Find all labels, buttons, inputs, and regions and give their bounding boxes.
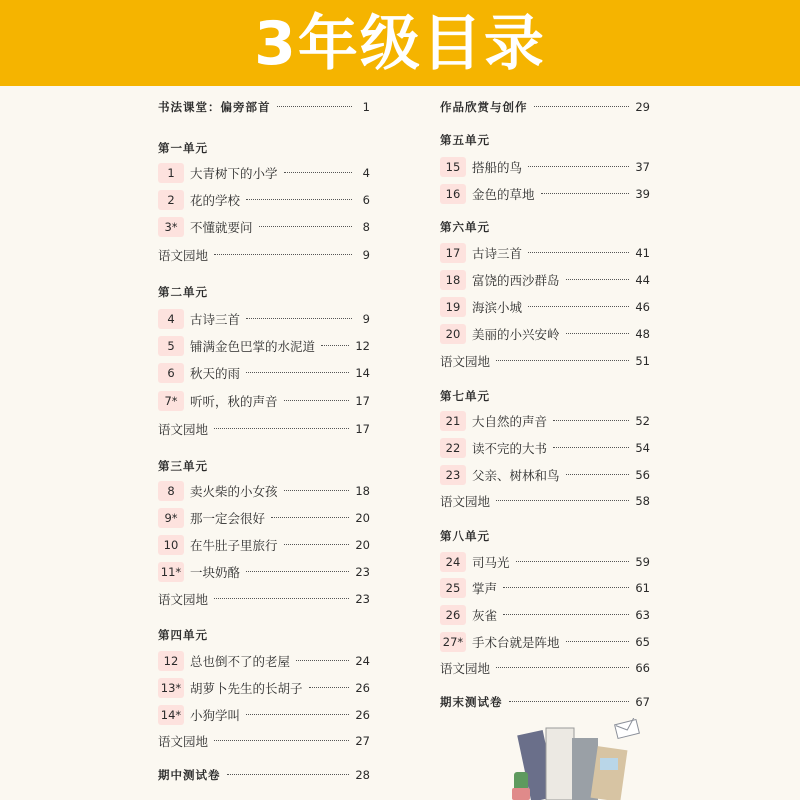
dot-leader (246, 318, 352, 319)
entry-page: 26 (355, 681, 370, 695)
toc-entry[interactable] (158, 390, 370, 412)
entry-page: 1 (362, 100, 370, 114)
entry-page: 9 (362, 248, 370, 262)
entry-page: 26 (355, 708, 370, 722)
entry-title: 语文园地 (158, 734, 209, 749)
entry-title: 富饶的西沙群岛 (472, 273, 560, 288)
entry-title: 美丽的小兴安岭 (472, 327, 560, 342)
entry-page: 23 (355, 565, 370, 579)
toc-entry-review[interactable] (440, 490, 650, 512)
entry-title: 大青树下的小学 (190, 166, 278, 181)
entry-title: 灰雀 (472, 608, 498, 623)
entry-title: 在牛肚子里旅行 (190, 538, 278, 553)
unit-heading: 第五单元 (440, 133, 490, 147)
dot-leader (296, 660, 349, 661)
entry-title: 大自然的声音 (472, 414, 548, 429)
toc-entry[interactable] (440, 323, 650, 345)
books-icon (510, 718, 660, 800)
lesson-number: 17 (440, 243, 466, 263)
lesson-number: 1 (158, 163, 184, 183)
entry-title: 期末测试卷 (440, 695, 503, 709)
unit-heading: 第三单元 (158, 459, 208, 473)
dot-leader (214, 428, 349, 429)
entry-page: 6 (362, 193, 370, 207)
dot-leader (534, 106, 630, 107)
toc-entry[interactable] (440, 631, 650, 653)
lesson-number: 7* (158, 391, 184, 411)
toc-entry-review[interactable] (158, 588, 370, 610)
toc-entry[interactable] (440, 437, 650, 459)
entry-page: 23 (355, 592, 370, 606)
lesson-number: 27* (440, 632, 466, 652)
toc-entry[interactable] (158, 162, 370, 184)
toc-entry[interactable] (440, 242, 650, 264)
entry-page: 37 (635, 160, 650, 174)
toc-entry[interactable] (440, 464, 650, 486)
toc-entry-review[interactable] (158, 418, 370, 440)
toc-entry[interactable] (440, 604, 650, 626)
dot-leader (284, 544, 350, 545)
lesson-number: 4 (158, 309, 184, 329)
entry-title: 语文园地 (158, 592, 209, 607)
toc-entry[interactable] (158, 189, 370, 211)
unit-heading: 第七单元 (440, 389, 490, 403)
entry-title: 父亲、树林和鸟 (472, 468, 560, 483)
lesson-number: 20 (440, 324, 466, 344)
entry-page: 12 (355, 339, 370, 353)
dot-leader (284, 400, 350, 401)
dot-leader (503, 614, 629, 615)
entry-title: 古诗三首 (472, 246, 523, 261)
lesson-number: 11* (158, 562, 184, 582)
lesson-number: 22 (440, 438, 466, 458)
entry-page: 66 (635, 661, 650, 675)
toc-entry[interactable] (158, 704, 370, 726)
dot-leader (214, 740, 349, 741)
toc-entry[interactable] (440, 156, 650, 178)
lesson-number: 21 (440, 411, 466, 431)
toc-entry-review[interactable] (158, 244, 370, 266)
entry-title: 期中测试卷 (158, 768, 221, 782)
toc-entry[interactable] (158, 677, 370, 699)
entry-page: 8 (362, 220, 370, 234)
entry-title: 那一定会很好 (190, 511, 266, 526)
entry-title: 读不完的大书 (472, 441, 548, 456)
toc-entry-midterm[interactable] (158, 764, 370, 786)
entry-page: 48 (635, 327, 650, 341)
unit-heading: 第六单元 (440, 220, 490, 234)
dot-leader (566, 333, 630, 334)
entry-page: 17 (355, 422, 370, 436)
toc-entry[interactable] (440, 183, 650, 205)
dot-leader (227, 774, 350, 775)
entry-title: 卖火柴的小女孩 (190, 484, 278, 499)
entry-page: 20 (355, 511, 370, 525)
entry-page: 41 (635, 246, 650, 260)
dot-leader (509, 701, 630, 702)
entry-title: 胡萝卜先生的长胡子 (190, 681, 303, 696)
entry-title: 作品欣赏与创作 (440, 100, 528, 114)
entry-page: 59 (635, 555, 650, 569)
dot-leader (496, 667, 629, 668)
entry-title: 一块奶酪 (190, 565, 241, 580)
toc-entry[interactable] (158, 362, 370, 384)
entry-title: 海滨小城 (472, 300, 523, 315)
page-title: 3年级目录 (254, 9, 546, 79)
entry-title: 秋天的雨 (190, 366, 241, 381)
dot-leader (271, 517, 349, 518)
lesson-number: 3* (158, 217, 184, 237)
dot-leader (553, 420, 629, 421)
entry-page: 58 (635, 494, 650, 508)
header-banner (0, 0, 800, 86)
dot-leader (246, 714, 349, 715)
entry-title: 语文园地 (440, 661, 491, 676)
lesson-number: 16 (440, 184, 466, 204)
entry-page: 56 (635, 468, 650, 482)
dot-leader (284, 490, 350, 491)
lesson-number: 14* (158, 705, 184, 725)
dot-leader (516, 561, 630, 562)
entry-page: 28 (355, 768, 370, 782)
lesson-number: 13* (158, 678, 184, 698)
toc-entry-review[interactable] (158, 730, 370, 752)
entry-page: 67 (635, 695, 650, 709)
dot-leader (246, 571, 349, 572)
dot-leader (259, 226, 352, 227)
toc-entry-final[interactable] (440, 691, 650, 713)
entry-title: 不懂就要问 (190, 220, 253, 235)
dot-leader (566, 474, 630, 475)
lesson-number: 10 (158, 535, 184, 555)
unit-heading: 第一单元 (158, 141, 208, 155)
toc-entry[interactable] (158, 561, 370, 583)
unit-heading: 第八单元 (440, 529, 490, 543)
toc-entry-artwork[interactable] (440, 96, 650, 118)
dot-leader (496, 500, 629, 501)
toc-entry[interactable] (158, 216, 370, 238)
entry-page: 20 (355, 538, 370, 552)
toc-entry-review[interactable] (440, 350, 650, 372)
toc-entry-calligraphy[interactable] (158, 96, 370, 118)
dot-leader (503, 587, 629, 588)
entry-page: 9 (362, 312, 370, 326)
entry-page: 46 (635, 300, 650, 314)
dot-leader (553, 447, 629, 448)
entry-page: 52 (635, 414, 650, 428)
lesson-number: 23 (440, 465, 466, 485)
dot-leader (528, 306, 629, 307)
entry-title: 花的学校 (190, 193, 241, 208)
dot-leader (528, 166, 629, 167)
dot-leader (496, 360, 629, 361)
entry-title: 听听，秋的声音 (190, 394, 278, 409)
entry-title: 司马光 (472, 555, 510, 570)
toc-entry[interactable] (158, 507, 370, 529)
entry-page: 63 (635, 608, 650, 622)
entry-page: 24 (355, 654, 370, 668)
entry-title: 语文园地 (440, 354, 491, 369)
entry-title: 书法课堂：偏旁部首 (158, 100, 271, 114)
lesson-number: 26 (440, 605, 466, 625)
dot-leader (566, 641, 630, 642)
dot-leader (214, 254, 352, 255)
dot-leader (277, 106, 353, 107)
lesson-number: 12 (158, 651, 184, 671)
dot-leader (541, 193, 630, 194)
entry-title: 搭船的鸟 (472, 160, 523, 175)
dot-leader (309, 687, 350, 688)
dot-leader (246, 199, 352, 200)
entry-title: 语文园地 (158, 422, 209, 437)
toc-entry[interactable] (158, 650, 370, 672)
lesson-number: 8 (158, 481, 184, 501)
unit-heading: 第四单元 (158, 628, 208, 642)
entry-title: 掌声 (472, 581, 498, 596)
entry-title: 小狗学叫 (190, 708, 241, 723)
lesson-number: 15 (440, 157, 466, 177)
entry-title: 金色的草地 (472, 187, 535, 202)
entry-page: 54 (635, 441, 650, 455)
dot-leader (214, 598, 349, 599)
toc-entry[interactable] (440, 269, 650, 291)
entry-page: 44 (635, 273, 650, 287)
lesson-number: 6 (158, 363, 184, 383)
toc-entry[interactable] (440, 551, 650, 573)
lesson-number: 9* (158, 508, 184, 528)
entry-page: 61 (635, 581, 650, 595)
dot-leader (246, 372, 349, 373)
lesson-number: 18 (440, 270, 466, 290)
entry-title: 语文园地 (158, 248, 209, 263)
entry-page: 27 (355, 734, 370, 748)
entry-page: 17 (355, 394, 370, 408)
entry-title: 手术台就是阵地 (472, 635, 560, 650)
lesson-number: 24 (440, 552, 466, 572)
toc-entry[interactable] (158, 534, 370, 556)
toc-entry[interactable] (158, 308, 370, 330)
unit-heading: 第二单元 (158, 285, 208, 299)
dot-leader (321, 345, 349, 346)
toc-entry[interactable] (158, 480, 370, 502)
dot-leader (566, 279, 630, 280)
entry-page: 65 (635, 635, 650, 649)
lesson-number: 25 (440, 578, 466, 598)
toc-entry[interactable] (440, 577, 650, 599)
lesson-number: 2 (158, 190, 184, 210)
toc-entry[interactable] (158, 335, 370, 357)
entry-page: 4 (362, 166, 370, 180)
entry-title: 语文园地 (440, 494, 491, 509)
toc-entry[interactable] (440, 410, 650, 432)
entry-page: 29 (635, 100, 650, 114)
entry-page: 14 (355, 366, 370, 380)
entry-title: 铺满金色巴掌的水泥道 (190, 339, 316, 354)
entry-page: 18 (355, 484, 370, 498)
dot-leader (528, 252, 629, 253)
entry-page: 51 (635, 354, 650, 368)
entry-title: 古诗三首 (190, 312, 241, 327)
entry-title: 总也倒不了的老屋 (190, 654, 291, 669)
entry-page: 39 (635, 187, 650, 201)
lesson-number: 19 (440, 297, 466, 317)
dot-leader (284, 172, 352, 173)
toc-entry[interactable] (440, 296, 650, 318)
lesson-number: 5 (158, 336, 184, 356)
toc-entry-review[interactable] (440, 657, 650, 679)
